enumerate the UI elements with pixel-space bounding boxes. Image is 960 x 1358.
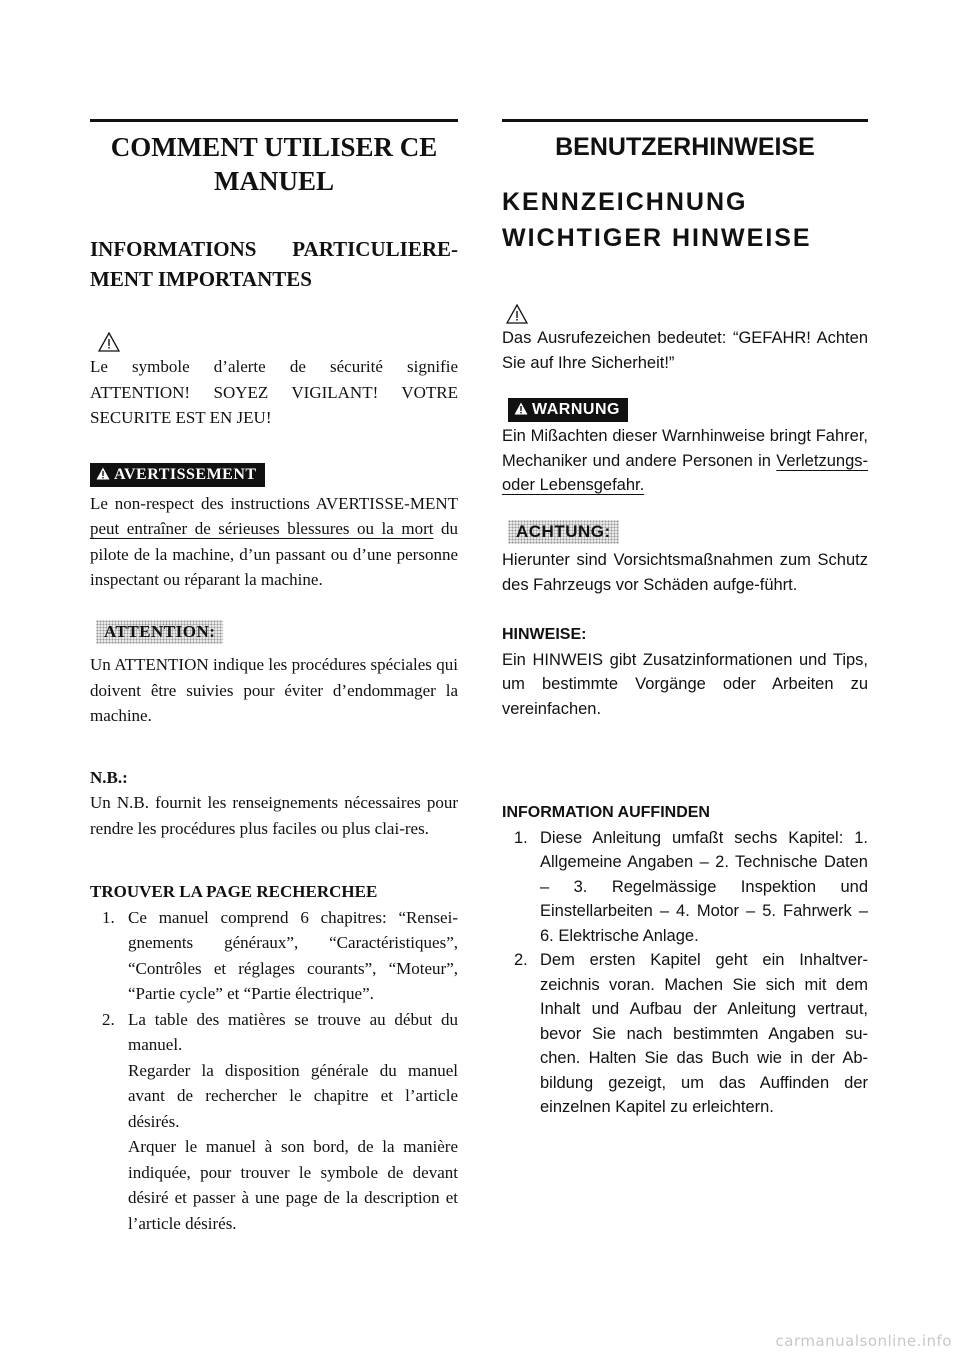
fr-section-title: INFORMATIONS PARTICULIERE-MENT IMPORTANTES <box>90 237 458 291</box>
fr-note-text: Un N.B. fournit les renseignements nécessaires pour rendre les procédures plus faciles ou plus clai-res. <box>90 793 458 838</box>
de-note-text: Ein HINWEIS gibt Zusatzinformationen und Tips, um bestimmte Vorgänge oder Arbeiten zu vereinfachen. <box>502 650 868 718</box>
fr-caution-banner: ATTENTION: <box>96 620 223 644</box>
fr-caution-text: Un ATTENTION indique les procédures spéciales qui doivent être suivies pour éviter d’endommager la machine. <box>90 655 458 725</box>
fr-note-label: N.B.: <box>90 767 128 787</box>
list-item: 1. Ce manuel comprend 6 chapitres: “Rensei-gnements généraux”, “Caractéristiques”, “Contrôles et réglages courants”, “Moteur”, “Partie cycle” et “Partie électrique”. <box>90 905 458 1007</box>
de-caution-banner: ACHTUNG: <box>508 520 619 544</box>
top-rule-right <box>502 119 868 122</box>
list-item: 1. Diese Anleitung umfaßt sechs Kapitel: 1. Allgemeine Angaben – 2. Technische Daten – 3. Regelmässige Inspektion und Einstellarbeiten – 4. Motor – 5. Fahrwerk – 6. Elektrische Anlage. <box>502 826 868 949</box>
de-alert-text: Das Ausrufezeichen bedeutet: “GEFAHR! Achten Sie auf Ihre Sicherheit!” <box>502 329 868 372</box>
fr-find-title: TROUVER LA PAGE RECHERCHEE <box>90 882 378 901</box>
fr-step2c-text: Arquer le manuel à son bord, de la manière indiquée, pour trouver le symbole de devant désiré et passer à une page de la description et l’article désirés. <box>128 1137 458 1233</box>
de-find-title: INFORMATION AUFFINDEN <box>502 804 710 821</box>
de-caution-text: Hierunter sind Vorsichtsmaßnahmen zum Schutz des Fahrzeugs vor Schäden aufge-führt. <box>502 551 868 594</box>
fr-step2b-text: Regarder la disposition générale du manuel avant de rechercher le chapitre et l’article désirés. <box>128 1060 458 1131</box>
de-warning-banner <box>508 398 628 422</box>
fr-warning-text-part2: du pilote de la machine, d’un passant ou d’une personne inspectant ou réparant la machine. <box>90 519 458 589</box>
de-page-title: BENUTZERHINWEISE <box>555 133 815 161</box>
de-section-title-1: KENNZEICHNUNG <box>502 188 748 216</box>
de-step2-text: Dem ersten Kapitel geht ein Inhaltver-zeichnis voran. Machen Sie sich mit dem Inhalt und Aufbau der Anleitung vertraut, bevor Sie nach bestimmten Angaben su-chen. Halten Sie das Buch wie in der Ab-bildung gezeigt, um das Auffinden der einzelnen Kapitel zu erleichtern. <box>540 951 868 1116</box>
de-warning-label: WARNUNG <box>532 401 620 418</box>
top-rule-left <box>90 119 458 122</box>
de-step1-text: Diese Anleitung umfaßt sechs Kapitel: 1. Allgemeine Angaben – 2. Technische Daten – 3. Regelmässige Inspektion und Einstellarbeiten – 4. Motor – 5. Fahrwerk – 6. Elektrische Anlage. <box>540 828 868 945</box>
warning-triangle-icon <box>506 304 528 324</box>
fr-warning-text <box>90 491 458 593</box>
fr-warning-text-part1: Le non-respect des instructions AVERTISSE-MENT <box>90 493 458 513</box>
fr-step1-text: Ce manuel comprend 6 chapitres: “Rensei-gnements généraux”, “Caractéristiques”, “Contrôles et réglages courants”, “Moteur”, “Partie cycle” et “Partie électrique”. <box>128 907 458 1003</box>
german-column <box>502 124 868 1120</box>
warning-triangle-icon <box>98 332 120 352</box>
fr-warning-text-underlined: peut entraîner de sérieuses blessures ou la mort <box>90 519 434 538</box>
de-warning-text-underlined: Verletzungs- oder Lebensgefahr. <box>502 451 868 494</box>
exclamation-icon <box>514 399 532 421</box>
fr-warning-label: AVERTISSEMENT <box>114 465 257 483</box>
de-warning-text <box>502 424 868 498</box>
fr-warning-banner <box>90 463 265 487</box>
list-item: 2. Dem ersten Kapitel geht ein Inhaltver-zeichnis voran. Machen Sie sich mit dem Inhalt und Aufbau der Anleitung vertraut, bevor Sie nach bestimmten Angaben su-chen. Halten Sie das Buch wie in der Ab-bildung gezeigt, um das Auffinden der einzelnen Kapitel zu erleichtern. <box>502 948 868 1120</box>
de-note-label: HINWEISE: <box>502 626 587 643</box>
de-steps-list <box>502 826 868 1120</box>
de-section-title-2: WICHTIGER HINWEISE <box>502 224 812 252</box>
watermark: carmanualsonline.info <box>775 1332 952 1350</box>
exclamation-icon <box>96 464 114 486</box>
de-warning-text-part1: Ein Mißachten dieser Warnhinweise bringt Fahrer, Mechaniker und andere Personen in <box>502 427 868 470</box>
fr-step2a-text: La table des matières se trouve au début du manuel. <box>128 1009 458 1054</box>
fr-page-title: COMMENT UTILISER CE MANUEL <box>110 132 438 196</box>
list-item: 2. La table des matières se trouve au début du manuel. Regarder la disposition générale du manuel avant de rechercher le chapitre et l’article désirés. Arquer le manuel à son bord, de la manière indiquée, pour trouver le symbole de devant désiré et passer à une page de la description et l’article désirés. <box>90 1007 458 1237</box>
french-column <box>90 124 458 1236</box>
fr-steps-list <box>90 905 458 1237</box>
fr-alert-text: Le symbole d’alerte de sécurité signifie ATTENTION! SOYEZ VIGILANT! VOTRE SECURITE EST EN JEU! <box>90 357 458 427</box>
